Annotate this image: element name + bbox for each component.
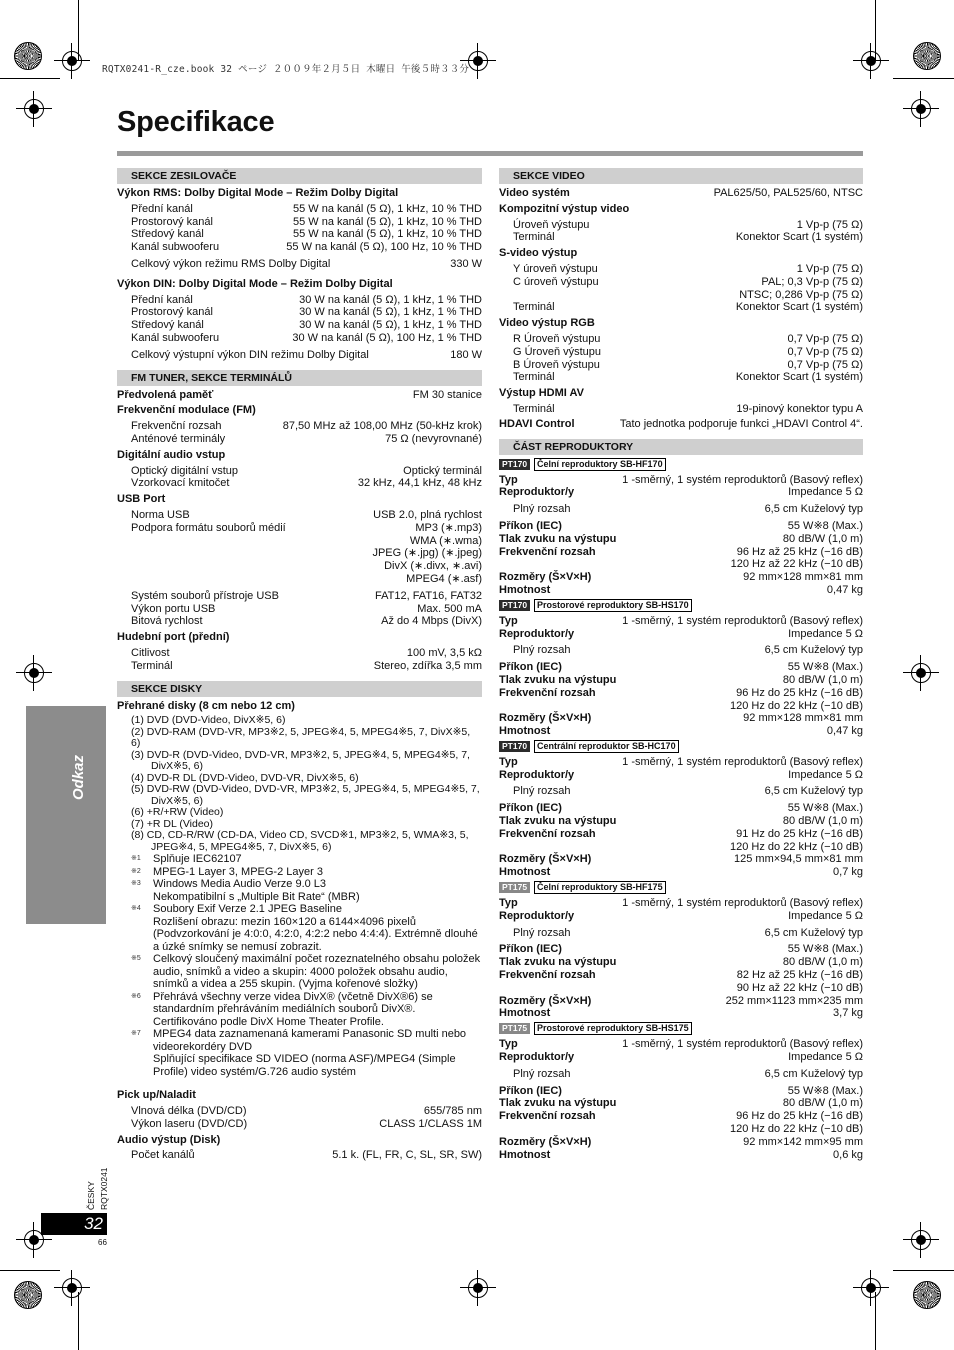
preset-row: Předvolená paměť FM 30 stanice xyxy=(117,388,482,401)
speaker-freq-row: Frekvenční rozsah 96 Hz do 25 kHz (−16 dB) xyxy=(499,686,863,699)
crosshair-mark xyxy=(60,49,84,73)
registration-star-top-left xyxy=(14,42,42,70)
speaker-mass-row: Hmotnost 0,7 kg xyxy=(499,866,863,879)
crop-line xyxy=(0,1270,60,1271)
speaker-full-row: Plný rozsah 6,5 cm Kuželový typ xyxy=(513,926,863,939)
speaker-dim-row: Rozměry (Š×V×H) 92 mm×128 mm×81 mm xyxy=(499,712,863,725)
side-tab xyxy=(26,706,106,924)
speaker-type-row: Typ 1 -směrný, 1 systém reproduktorů (Basový reflex) xyxy=(499,1038,863,1051)
footnote: Rozlišení obrazu: mezin 160×120 a 6144×4096 pixelů (Podvzorkování je 4:0:0, 4:2:0, 4:2:2 nebo 4:4:4). Extrémně dlouhé a úzké snímky se nemusí zobrazit. xyxy=(153,915,478,953)
footnote: ※6 Přehrává všechny verze videa DivX® (včetně DivX®6) se standardním přehráváním mediálních souborů DivX®. xyxy=(131,990,433,1016)
language-label: ČESKY xyxy=(86,1181,96,1210)
footnote: ※7 MPEG4 data zaznamenaná kamerami Panasonic SD multi nebo videorekordéry DVD xyxy=(131,1028,467,1053)
speaker-type-row: Typ 1 -směrný, 1 systém reproduktorů (Basový reflex) xyxy=(499,897,863,910)
model-badge: PT170 xyxy=(499,600,530,611)
crosshair-mark xyxy=(22,97,46,121)
section-heading-amplifier: SEKCE ZESILOVAČE xyxy=(117,168,482,184)
speaker-freq-row: Frekvenční rozsah 96 Hz do 25 kHz (−16 dB) xyxy=(499,1110,863,1123)
speaker-name: Prostorové reproduktory SB-HS175 xyxy=(534,1022,692,1035)
speaker-block xyxy=(499,881,863,1020)
crop-line xyxy=(893,1270,954,1271)
speaker-name: Prostorové reproduktory SB-HS170 xyxy=(534,599,692,612)
video-system-row: Video systém PAL625/50, PAL525/60, NTSC xyxy=(499,187,863,199)
disc-item: (3) DVD-R (DVD-Video, DVD-VR, MP3※2, 5, JPEG※4, 5, MPEG4※5, 7, xyxy=(131,748,470,761)
svideo-row: NTSC; 0,286 Vp-p (75 Ω) xyxy=(739,288,863,301)
registration-star-top-right xyxy=(913,42,941,70)
crosshair-mark xyxy=(859,49,883,73)
footnote: ※5 Celkový sloučený maximální počet rozeznatelného obsahu položek audio, snímků a video a skupin: 4000 položek obsahu audio, snímků a videa a 255 skupin. (Vyjma kořenové složky) xyxy=(131,953,481,991)
document-code: RQTX0241 xyxy=(99,1167,109,1210)
usb-row: Bitová rychlost Až do 4 Mbps (DivX) xyxy=(131,615,482,628)
usb-std-row: Norma USB USB 2.0, plná rychlost xyxy=(131,508,482,521)
rms-row: Kanál subwooferu 55 W na kanál (5 Ω), 100 Hz, 10 % THD xyxy=(131,241,482,254)
din-row: Kanál subwooferu 30 W na kanál (5 Ω), 100 Hz, 1 % THD xyxy=(131,331,482,344)
speaker-freq2: 120 Hz až 22 kHz (−10 dB) xyxy=(730,558,863,571)
speaker-power-row: Příkon (IEC) 55 W※8 (Max.) xyxy=(499,1084,863,1097)
speaker-power-row: Příkon (IEC) 55 W※8 (Max.) xyxy=(499,661,863,674)
speaker-header xyxy=(499,1022,863,1035)
din-row: Prostorový kanál 30 W na kanál (5 Ω), 1 kHz, 1 % THD xyxy=(131,306,482,319)
pickup-row: Výkon laseru (DVD/CD) CLASS 1/CLASS 1M xyxy=(131,1117,482,1130)
crosshair-mark xyxy=(909,661,933,685)
usb-row: Výkon portu USB Max. 500 mA xyxy=(131,602,482,615)
speaker-power-row: Příkon (IEC) 55 W※8 (Max.) xyxy=(499,943,863,956)
speaker-type-row: Typ 1 -směrný, 1 systém reproduktorů (Basový reflex) xyxy=(499,473,863,486)
svideo-row: Y úroveň výstupu 1 Vp-p (75 Ω) xyxy=(513,262,863,275)
speaker-name: Čelní reproduktory SB-HF170 xyxy=(534,458,666,471)
model-badge: PT175 xyxy=(499,882,530,893)
print-header-line: RQTX0241-R_cze.book 32 ページ ２００９年２月５日 木曜日 午後５時３３分 xyxy=(102,64,470,75)
crop-line xyxy=(78,0,79,60)
speaker-imp-row: Reproduktor/y Impedance 5 Ω xyxy=(499,1051,863,1064)
section-heading-fm-tuner: FM TUNER, SEKCE TERMINÁLŮ xyxy=(117,370,482,386)
hdmi-title: Výstup HDMI AV xyxy=(499,387,584,400)
speaker-imp-row: Reproduktor/y Impedance 5 Ω xyxy=(499,627,863,640)
crosshair-mark xyxy=(466,1276,490,1300)
speaker-mass-row: Hmotnost 3,7 kg xyxy=(499,1007,863,1020)
audio-out-row: Počet kanálů 5.1 k. (FL, FR, C, SL, SR, SW) xyxy=(131,1149,482,1162)
registration-star-bottom-left xyxy=(14,1281,42,1309)
disc-item: (4) DVD-R DL (DVD-Video, DVD-VR, DivX※5, 6) xyxy=(131,771,359,784)
crosshair-mark xyxy=(909,97,933,121)
music-port-title: Hudební port (přední) xyxy=(117,631,230,644)
rgb-row: B Úroveň výstupu 0,7 Vp-p (75 Ω) xyxy=(513,358,863,371)
speaker-dim-row: Rozměry (Š×V×H) 252 mm×1123 mm×235 mm xyxy=(499,994,863,1007)
disc-item: (1) DVD (DVD-Video, DivX※5, 6) xyxy=(131,714,286,727)
speaker-freq2: 120 Hz do 22 kHz (−10 dB) xyxy=(730,699,863,712)
footnote: Nekompatibilní s „Multiple Bit Rate“ (MBR) xyxy=(153,890,360,903)
disc-item: (2) DVD-RAM (DVD-VR, MP3※2, 5, JPEG※4, 5, MPEG4※5, 7, DivX※5, 6) xyxy=(131,725,471,750)
usb-format-row: Podpora formátu souborů médií MP3 (∗.mp3) WMA (∗.wma) JPEG (∗.jpg) (∗.jpeg) DivX (∗.divx, ∗.avi) MPEG4 (∗.asf) xyxy=(131,521,482,585)
music-port-row: Terminál Stereo, zdířka 3,5 mm xyxy=(131,659,482,672)
speaker-imp-row: Reproduktor/y Impedance 5 Ω xyxy=(499,909,863,922)
svideo-row: Terminál Konektor Scart (1 systém) xyxy=(513,301,863,314)
disc-item: JPEG※4, 5, MPEG4※5, 7, DivX※5, 6) xyxy=(151,840,332,853)
usb-row: Systém souborů přístroje USB FAT12, FAT16, FAT32 xyxy=(131,589,482,602)
speaker-power-row: Příkon (IEC) 55 W※8 (Max.) xyxy=(499,519,863,532)
speaker-freq2: 90 Hz až 22 kHz (−10 dB) xyxy=(736,981,863,994)
rgb-title: Video výstup RGB xyxy=(499,317,595,330)
rms-title: Výkon RMS: Dolby Digital Mode – Režim Dolby Digital xyxy=(117,187,399,199)
pickup-row: Vlnová délka (DVD/CD) 655/785 nm xyxy=(131,1105,482,1118)
page-sub-number: 66 xyxy=(98,1238,107,1247)
digital-in-title: Digitální audio vstup xyxy=(117,448,226,461)
fm-row: Anténové terminály 75 Ω (nevyrovnané) xyxy=(131,432,482,445)
speaker-freq-row: Frekvenční rozsah 91 Hz do 25 kHz (−16 dB) xyxy=(499,827,863,840)
crosshair-mark xyxy=(22,661,46,685)
footnote: Certifikováno podle DivX Home Theater Profile. xyxy=(153,1015,384,1028)
footnote: ※3 Windows Media Audio Verze 9.0 L3 xyxy=(131,878,327,891)
crosshair-mark xyxy=(859,1276,883,1300)
speaker-full-row: Plný rozsah 6,5 cm Kuželový typ xyxy=(513,785,863,798)
played-discs-title: Přehrané disky (8 cm nebo 12 cm) xyxy=(117,699,295,712)
fm-mod-title: Frekvenční modulace (FM) xyxy=(117,404,256,417)
usb-format-value: MPEG4 (∗.asf) xyxy=(406,572,482,585)
speaker-imp-row: Reproduktor/y Impedance 5 Ω xyxy=(499,768,863,781)
rgb-row: R Úroveň výstupu 0,7 Vp-p (75 Ω) xyxy=(513,332,863,345)
speaker-header xyxy=(499,458,863,471)
hdavi-row: HDAVI Control Tato jednotka podporuje funkci „HDAVI Control 4“. xyxy=(499,417,863,430)
speaker-block xyxy=(499,458,863,597)
disc-item: DivX※5, 6) xyxy=(151,760,203,773)
din-row: Přední kanál 30 W na kanál (5 Ω), 1 kHz, 1 % THD xyxy=(131,293,482,306)
speaker-dim-row: Rozměry (Š×V×H) 92 mm×142 mm×95 mm xyxy=(499,1135,863,1148)
speaker-freq-row: Frekvenční rozsah 82 Hz až 25 kHz (−16 dB) xyxy=(499,969,863,982)
right-column xyxy=(499,168,863,1161)
speaker-mass-row: Hmotnost 0,47 kg xyxy=(499,725,863,738)
disc-item: (7) +R DL (Video) xyxy=(131,817,213,830)
speaker-dim-row: Rozměry (Š×V×H) 92 mm×128 mm×81 mm xyxy=(499,571,863,584)
speaker-spl-row: Tlak zvuku na výstupu 80 dB/W (1,0 m) xyxy=(499,815,863,828)
footnote: Splňující specifikace SD VIDEO (norma ASF)/MPEG4 (Simple Profile) video systém/G.726 audio systém xyxy=(153,1053,456,1078)
speaker-freq2: 120 Hz do 22 kHz (−10 dB) xyxy=(730,840,863,853)
digital-in-row: Optický digitální vstup Optický terminál xyxy=(131,464,482,477)
speaker-name: Čelní reproduktory SB-HF175 xyxy=(534,881,666,894)
speaker-type-row: Typ 1 -směrný, 1 systém reproduktorů (Basový reflex) xyxy=(499,755,863,768)
speaker-full-row: Plný rozsah 6,5 cm Kuželový typ xyxy=(513,1067,863,1080)
disc-item: (8) CD, CD-R/RW (CD-DA, Video CD, SVCD※1, MP3※2, 5, WMA※3, 5, xyxy=(131,829,469,842)
speaker-spl-row: Tlak zvuku na výstupu 80 dB/W (1,0 m) xyxy=(499,956,863,969)
footnote: ※2 MPEG-1 Layer 3, MPEG-2 Layer 3 xyxy=(131,865,323,878)
usb-format-value: WMA (∗.wma) xyxy=(409,534,482,547)
speaker-full-row: Plný rozsah 6,5 cm Kuželový typ xyxy=(513,644,863,657)
music-port-row: Citlivost 100 mV, 3,5 kΩ xyxy=(131,646,482,659)
speaker-imp-row: Reproduktor/y Impedance 5 Ω xyxy=(499,486,863,499)
speaker-spl-row: Tlak zvuku na výstupu 80 dB/W (1,0 m) xyxy=(499,673,863,686)
rgb-row: G Úroveň výstupu 0,7 Vp-p (75 Ω) xyxy=(513,345,863,358)
speaker-block xyxy=(499,599,863,738)
speaker-header xyxy=(499,881,863,894)
registration-star-bottom-right xyxy=(913,1281,941,1309)
speaker-block xyxy=(499,1022,863,1161)
model-badge: PT175 xyxy=(499,1023,530,1034)
composite-row: Terminál Konektor Scart (1 systém) xyxy=(513,231,863,244)
crop-line xyxy=(0,78,60,79)
usb-title: USB Port xyxy=(117,493,166,506)
composite-row: Úroveň výstupu 1 Vp-p (75 Ω) xyxy=(513,218,863,231)
rms-total-row: Celkový výkon režimu RMS Dolby Digital 330 W xyxy=(131,257,482,270)
speaker-header xyxy=(499,599,863,612)
speaker-full-row: Plný rozsah 6,5 cm Kuželový typ xyxy=(513,503,863,516)
speaker-block xyxy=(499,740,863,879)
speaker-freq2: 120 Hz do 22 kHz (−10 dB) xyxy=(730,1123,863,1136)
fm-row: Frekvenční rozsah 87,50 MHz až 108,00 MHz (50-kHz krok) xyxy=(131,420,482,433)
disc-item: (6) +R/+RW (Video) xyxy=(131,806,224,819)
title-rule xyxy=(117,151,863,156)
page-number: 32 xyxy=(41,1213,107,1235)
pickup-title: Pick up/Naladit xyxy=(117,1089,196,1102)
usb-format-value: JPEG (∗.jpg) (∗.jpeg) xyxy=(372,547,482,560)
side-tab-label: Odkaz xyxy=(70,754,87,800)
rms-row: Středový kanál 55 W na kanál (5 Ω), 1 kHz, 10 % THD xyxy=(131,228,482,241)
section-heading-speakers: ČÁST REPRODUKTORY xyxy=(499,439,863,455)
usb-format-value: MP3 (∗.mp3) xyxy=(415,521,482,534)
svideo-row: C úroveň výstupu PAL; 0,3 Vp-p (75 Ω) xyxy=(513,275,863,288)
speaker-name: Centrální reproduktor SB-HC170 xyxy=(534,740,679,753)
crop-line xyxy=(875,1292,876,1350)
speaker-power-row: Příkon (IEC) 55 W※8 (Max.) xyxy=(499,802,863,815)
speaker-header xyxy=(499,740,863,753)
section-heading-disc: SEKCE DISKY xyxy=(117,681,482,697)
svideo-title: S-video výstup xyxy=(499,247,578,260)
audio-out-title: Audio výstup (Disk) xyxy=(117,1133,221,1146)
crosshair-mark xyxy=(909,1228,933,1252)
model-badge: PT170 xyxy=(499,741,530,752)
page-title: Specifikace xyxy=(117,106,275,138)
model-badge: PT170 xyxy=(499,459,530,470)
speaker-mass-row: Hmotnost 0,47 kg xyxy=(499,583,863,596)
hdmi-row: Terminál 19-pinový konektor typu A xyxy=(513,402,863,415)
footnote: ※1 Splňuje IEC62107 xyxy=(131,853,242,866)
speaker-spl-row: Tlak zvuku na výstupu 80 dB/W (1,0 m) xyxy=(499,1097,863,1110)
crosshair-mark xyxy=(466,49,490,73)
composite-title: Kompozitní výstup video xyxy=(499,202,630,215)
section-heading-video: SEKCE VIDEO xyxy=(499,168,863,184)
speaker-type-row: Typ 1 -směrný, 1 systém reproduktorů (Basový reflex) xyxy=(499,614,863,627)
disc-item: (5) DVD-RW (DVD-Video, DVD-VR, MP3※2, 5, JPEG※4, 5, MPEG4※5, 7, xyxy=(131,783,480,796)
din-total-row: Celkový výstupní výkon DIN režimu Dolby Digital 180 W xyxy=(131,348,482,361)
rms-row: Prostorový kanál 55 W na kanál (5 Ω), 1 kHz, 10 % THD xyxy=(131,215,482,228)
crosshair-mark xyxy=(60,1276,84,1300)
footnote: ※4 Soubory Exif Verze 2.1 JPEG Baseline xyxy=(131,903,342,916)
digital-in-row: Vzorkovací kmitočet 32 kHz, 44,1 kHz, 48 kHz xyxy=(131,477,482,490)
speaker-spl-row: Tlak zvuku na výstupu 80 dB/W (1,0 m) xyxy=(499,532,863,545)
din-row: Středový kanál 30 W na kanál (5 Ω), 1 kHz, 1 % THD xyxy=(131,319,482,332)
crop-line xyxy=(875,0,876,60)
speaker-freq-row: Frekvenční rozsah 96 Hz až 25 kHz (−16 dB) xyxy=(499,545,863,558)
rgb-row: Terminál Konektor Scart (1 systém) xyxy=(513,371,863,384)
crop-line xyxy=(893,78,954,79)
crop-line xyxy=(78,1292,79,1350)
left-column xyxy=(117,168,482,1162)
rms-row: Přední kanál 55 W na kanál (5 Ω), 1 kHz, 10 % THD xyxy=(131,202,482,215)
din-title: Výkon DIN: Dolby Digital Mode – Režim Dolby Digital xyxy=(117,277,393,290)
disc-item: DivX※5, 6) xyxy=(151,794,203,807)
usb-format-value: DivX (∗.divx, ∗.avi) xyxy=(384,560,482,573)
speaker-dim-row: Rozměry (Š×V×H) 125 mm×94,5 mm×81 mm xyxy=(499,853,863,866)
speaker-mass-row: Hmotnost 0,6 kg xyxy=(499,1148,863,1161)
